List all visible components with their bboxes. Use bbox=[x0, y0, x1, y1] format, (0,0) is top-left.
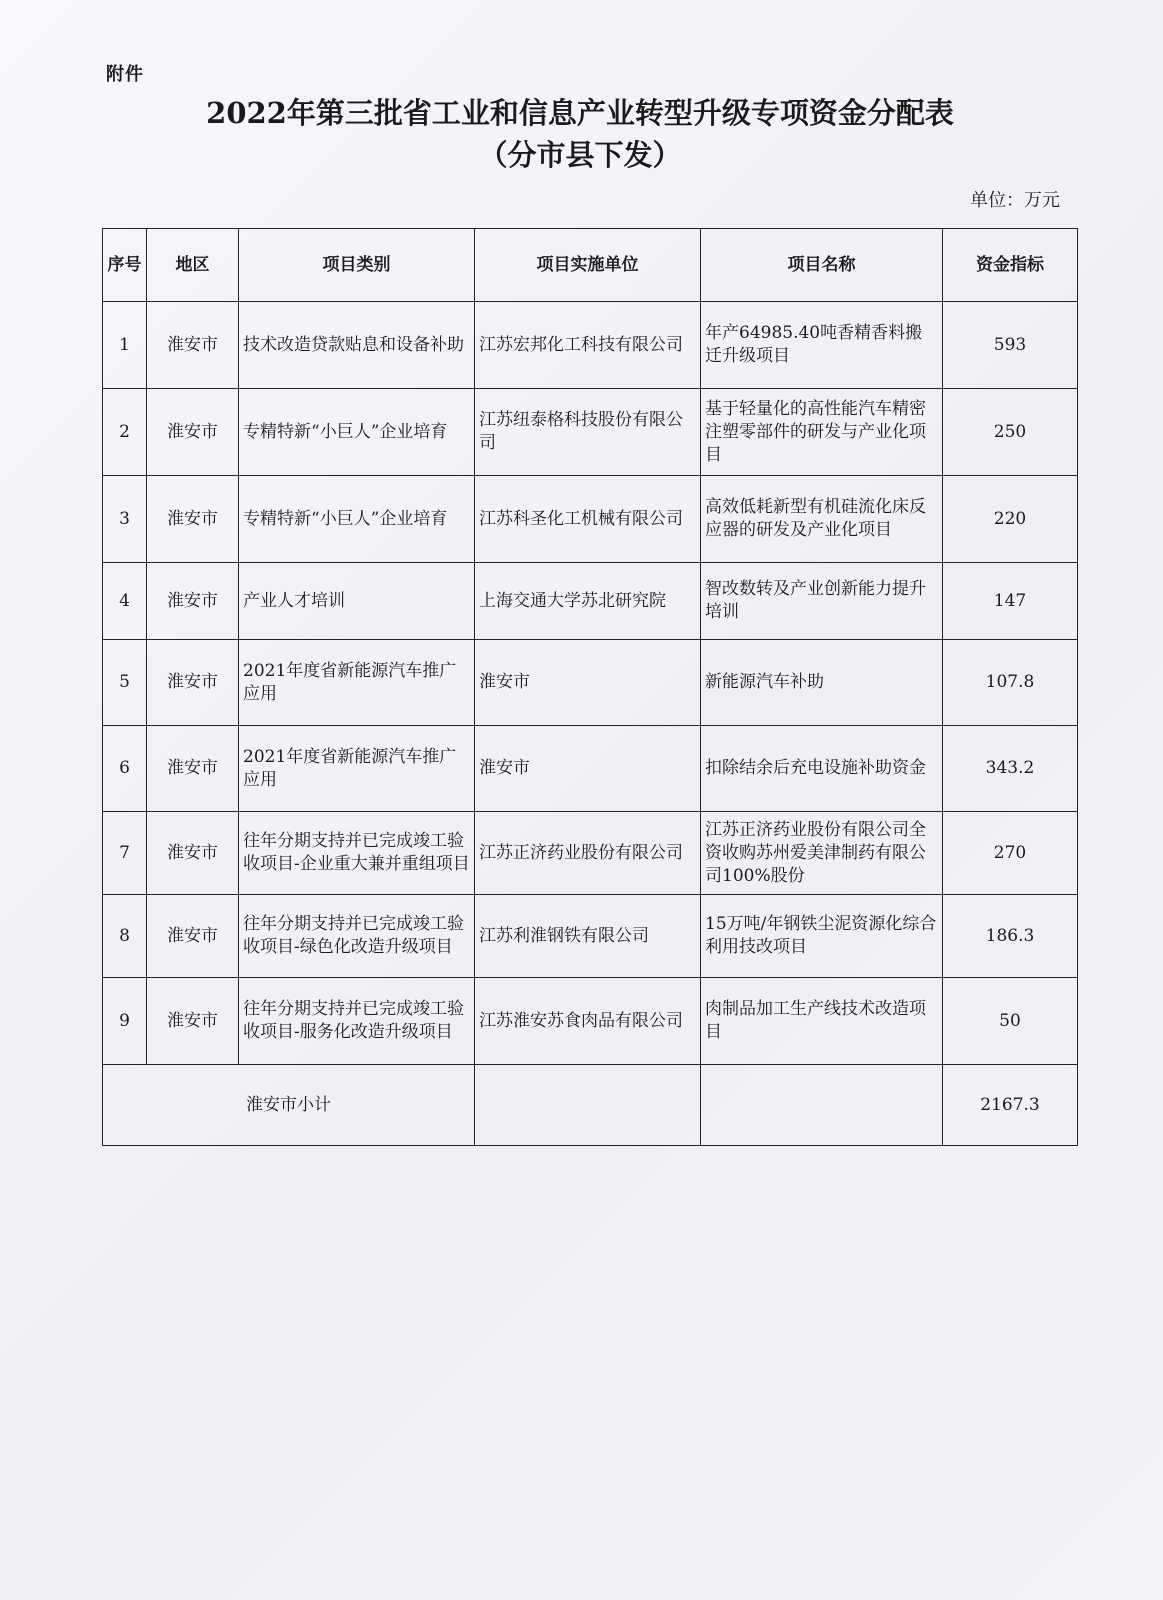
project-cell: 扣除结余后充电设施补助资金 bbox=[701, 726, 943, 812]
unit-cell: 淮安市 bbox=[475, 640, 701, 726]
table-row bbox=[103, 476, 1078, 563]
row-number: 6 bbox=[103, 726, 147, 812]
column-header: 地区 bbox=[147, 229, 239, 302]
project-cell: 15万吨/年钢铁尘泥资源化综合利用技改项目 bbox=[701, 895, 943, 978]
row-number: 3 bbox=[103, 476, 147, 563]
row-number: 9 bbox=[103, 978, 147, 1065]
unit-cell: 上海交通大学苏北研究院 bbox=[475, 563, 701, 640]
project-cell: 江苏正济药业股份有限公司全资收购苏州爱美津制药有限公司100%股份 bbox=[701, 812, 943, 895]
empty-cell bbox=[475, 1065, 701, 1146]
column-header: 项目实施单位 bbox=[475, 229, 701, 302]
category-cell: 专精特新“小巨人”企业培育 bbox=[239, 389, 475, 476]
project-cell: 基于轻量化的高性能汽车精密注塑零部件的研发与产业化项目 bbox=[701, 389, 943, 476]
region-cell: 淮安市 bbox=[147, 895, 239, 978]
table-row bbox=[103, 895, 1078, 978]
subtotal-amount: 2167.3 bbox=[943, 1065, 1078, 1146]
project-cell: 高效低耗新型有机硅流化床反应器的研发及产业化项目 bbox=[701, 476, 943, 563]
project-cell: 年产64985.40吨香精香料搬迁升级项目 bbox=[701, 302, 943, 389]
allocation-table bbox=[102, 228, 1078, 1146]
subtotal-row bbox=[103, 1065, 1078, 1146]
table-row bbox=[103, 563, 1078, 640]
category-cell: 专精特新“小巨人”企业培育 bbox=[239, 476, 475, 563]
amount-cell: 50 bbox=[943, 978, 1078, 1065]
table-header-row bbox=[103, 229, 1078, 302]
unit-cell: 江苏科圣化工机械有限公司 bbox=[475, 476, 701, 563]
row-number: 7 bbox=[103, 812, 147, 895]
row-number: 1 bbox=[103, 302, 147, 389]
region-cell: 淮安市 bbox=[147, 476, 239, 563]
table-row bbox=[103, 812, 1078, 895]
amount-cell: 147 bbox=[943, 563, 1078, 640]
row-number: 8 bbox=[103, 895, 147, 978]
column-header: 序号 bbox=[103, 229, 147, 302]
row-number: 5 bbox=[103, 640, 147, 726]
unit-cell: 江苏纽泰格科技股份有限公司 bbox=[475, 389, 701, 476]
row-number: 4 bbox=[103, 563, 147, 640]
project-cell: 新能源汽车补助 bbox=[701, 640, 943, 726]
category-cell: 往年分期支持并已完成竣工验收项目-服务化改造升级项目 bbox=[239, 978, 475, 1065]
table-row bbox=[103, 389, 1078, 476]
category-cell: 2021年度省新能源汽车推广应用 bbox=[239, 726, 475, 812]
column-header: 项目类别 bbox=[239, 229, 475, 302]
amount-cell: 250 bbox=[943, 389, 1078, 476]
unit-cell: 江苏淮安苏食肉品有限公司 bbox=[475, 978, 701, 1065]
unit-cell: 江苏正济药业股份有限公司 bbox=[475, 812, 701, 895]
row-number: 2 bbox=[103, 389, 147, 476]
table-row bbox=[103, 726, 1078, 812]
unit-cell: 淮安市 bbox=[475, 726, 701, 812]
amount-cell: 107.8 bbox=[943, 640, 1078, 726]
unit-label: 单位：万元 bbox=[970, 190, 1060, 211]
column-header: 资金指标 bbox=[943, 229, 1078, 302]
subtotal-label: 淮安市小计 bbox=[103, 1065, 475, 1146]
amount-cell: 186.3 bbox=[943, 895, 1078, 978]
table-row bbox=[103, 640, 1078, 726]
project-cell: 智改数转及产业创新能力提升培训 bbox=[701, 563, 943, 640]
category-cell: 2021年度省新能源汽车推广应用 bbox=[239, 640, 475, 726]
category-cell: 往年分期支持并已完成竣工验收项目-企业重大兼并重组项目 bbox=[239, 812, 475, 895]
region-cell: 淮安市 bbox=[147, 726, 239, 812]
project-cell: 肉制品加工生产线技术改造项目 bbox=[701, 978, 943, 1065]
category-cell: 往年分期支持并已完成竣工验收项目-绿色化改造升级项目 bbox=[239, 895, 475, 978]
amount-cell: 270 bbox=[943, 812, 1078, 895]
region-cell: 淮安市 bbox=[147, 812, 239, 895]
amount-cell: 220 bbox=[943, 476, 1078, 563]
category-cell: 技术改造贷款贴息和设备补助 bbox=[239, 302, 475, 389]
table-row bbox=[103, 978, 1078, 1065]
attachment-label: 附件 bbox=[106, 64, 144, 85]
amount-cell: 343.2 bbox=[943, 726, 1078, 812]
unit-cell: 江苏利淮钢铁有限公司 bbox=[475, 895, 701, 978]
page-subtitle: （分市县下发） bbox=[478, 138, 682, 172]
category-cell: 产业人才培训 bbox=[239, 563, 475, 640]
region-cell: 淮安市 bbox=[147, 978, 239, 1065]
column-header: 项目名称 bbox=[701, 229, 943, 302]
empty-cell bbox=[701, 1065, 943, 1146]
page-title: 2022年第三批省工业和信息产业转型升级专项资金分配表 bbox=[206, 96, 954, 130]
unit-cell: 江苏宏邦化工科技有限公司 bbox=[475, 302, 701, 389]
region-cell: 淮安市 bbox=[147, 302, 239, 389]
region-cell: 淮安市 bbox=[147, 563, 239, 640]
amount-cell: 593 bbox=[943, 302, 1078, 389]
region-cell: 淮安市 bbox=[147, 640, 239, 726]
table-row bbox=[103, 302, 1078, 389]
region-cell: 淮安市 bbox=[147, 389, 239, 476]
